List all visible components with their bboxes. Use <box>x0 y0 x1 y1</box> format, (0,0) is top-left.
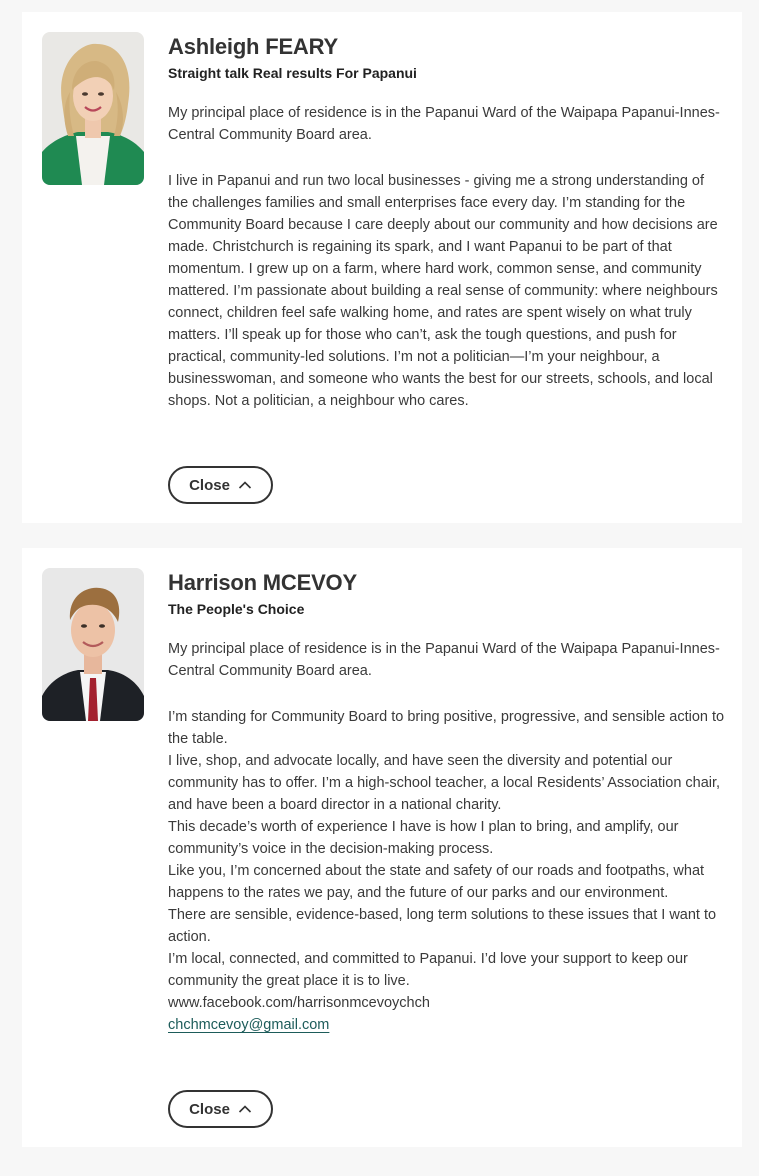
candidate-card <box>22 548 742 1147</box>
candidate-name: Harrison MCEVOY <box>168 570 357 595</box>
facebook-url: www.facebook.com/harrisonmcevoychch <box>168 995 430 1011</box>
candidate-content <box>168 570 728 1036</box>
bio-paragraph: I’m standing for Community Board to bring positive, progressive, and sensible action to the table. <box>168 709 725 747</box>
candidate-bio <box>168 706 728 1036</box>
candidate-photo <box>42 568 144 721</box>
close-button-label: Close <box>189 476 230 494</box>
residence-statement: My principal place of residence is in the Papanui Ward of the Waipapa Papanui-Innes-Central Community Board area. <box>168 105 720 143</box>
close-button[interactable] <box>168 1090 273 1128</box>
candidate-tagline: Straight talk Real results For Papanui <box>168 65 417 81</box>
bio-paragraph: This decade’s worth of experience I have is how I plan to bring, and amplify, our community’s voice in the decision-making process. <box>168 819 679 857</box>
candidate-tagline: The People's Choice <box>168 601 305 617</box>
bio-paragraph: I’m local, connected, and committed to Papanui. I’d love your support to keep our community the great place it is to live. <box>168 951 688 989</box>
candidate-card <box>22 12 742 523</box>
close-button-label: Close <box>189 1100 230 1118</box>
chevron-up-icon <box>238 480 252 490</box>
candidate-name: Ashleigh FEARY <box>168 34 338 59</box>
bio-paragraph: Like you, I’m concerned about the state and safety of our roads and footpaths, what happens to the rates we pay, and the future of our parks and our environment. <box>168 863 705 901</box>
chevron-up-icon <box>238 1104 252 1114</box>
bio-paragraph: There are sensible, evidence-based, long term solutions to these issues that I want to action. <box>168 907 717 945</box>
email-link[interactable]: chchmcevoy@gmail.com <box>168 1017 330 1033</box>
candidate-photo <box>42 32 144 185</box>
bio-paragraph: I live, shop, and advocate locally, and have seen the diversity and potential our community has to offer. I’m a high-school teacher, a local Residents’ Association chair, and have been a board director in a national charity. <box>168 753 721 813</box>
candidate-content <box>168 34 728 412</box>
close-button[interactable] <box>168 466 273 504</box>
residence-statement: My principal place of residence is in the Papanui Ward of the Waipapa Papanui-Innes-Central Community Board area. <box>168 641 720 679</box>
candidate-bio: I live in Papanui and run two local businesses - giving me a strong understanding of the challenges families and small enterprises face every day. I’m standing for the Community Board because I care deeply about our community and how decisions are made. Christchurch is regaining its spark, and I want Papanui to be part of that momentum. I grew up on a farm, where hard work, common sense, and community mattered. I’m passionate about building a real sense of community: where neighbours connect, children feel safe walking home, and rates are spent wisely on what truly matters. I’ll speak up for those who can’t, ask the tough questions, and push for practical, community-led solutions. I’m not a politician—I’m your neighbour, a businesswoman, and someone who wants the best for our streets, schools, and local shops. Not a politician, a neighbour who cares. <box>168 173 718 409</box>
